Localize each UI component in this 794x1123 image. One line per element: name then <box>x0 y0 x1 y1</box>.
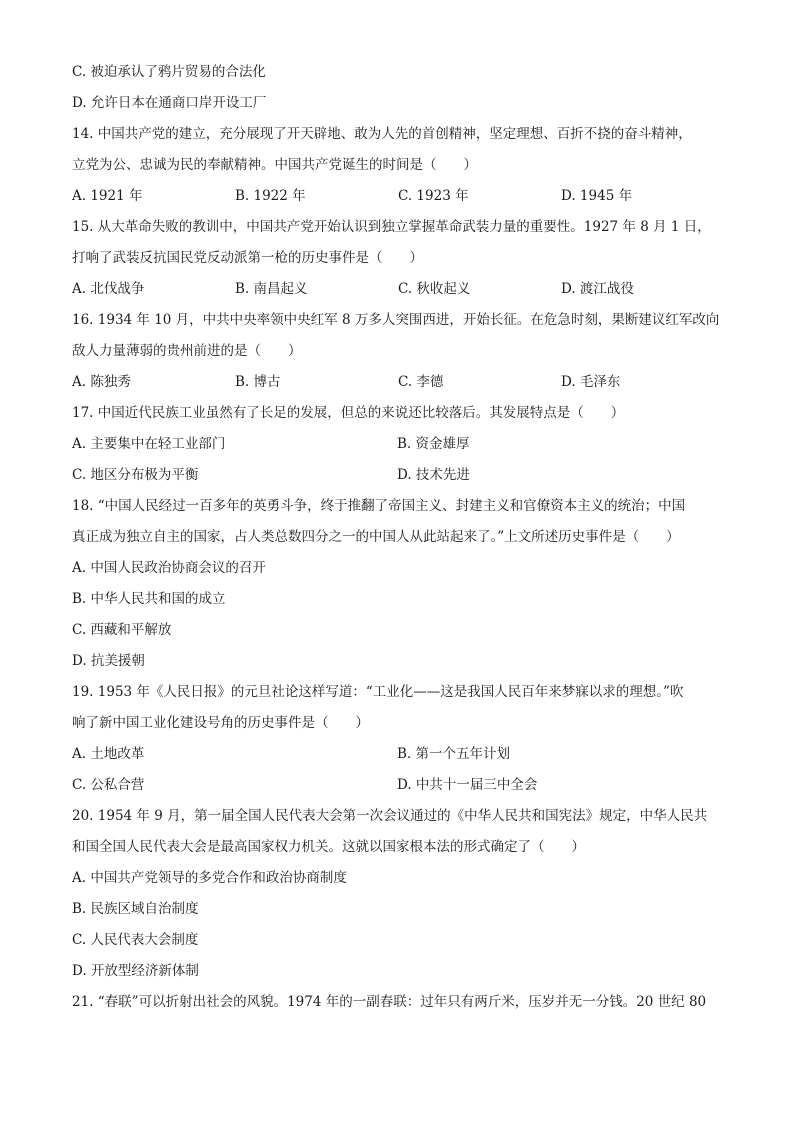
q13-option-d: D. 允许日本在通商口岸开设工厂 <box>72 95 267 111</box>
exam-page <box>72 62 732 1023</box>
q15-option-c: C. 秋收起义 <box>398 281 471 297</box>
q15-option-a: A. 北伐战争 <box>72 281 145 297</box>
q15-option-b: B. 南昌起义 <box>235 281 308 297</box>
q17-stem-line1: 17. 中国近代民族工业虽然有了长足的发展，但总的来说还比较落后。其发展特点是（ ） <box>72 405 625 421</box>
q14-options <box>72 186 732 217</box>
q18-stem-line1: 18. “中国人民经过一百多年的英勇斗争，终于推翻了帝国主义、封建主义和官僚资本主义的统治；中国 <box>72 498 686 514</box>
q16-option-a: A. 陈独秀 <box>72 374 131 390</box>
q19-option-c: C. 公私合营 <box>72 777 145 793</box>
q19-options-row1 <box>72 744 732 775</box>
q14-option-b: B. 1922 年 <box>235 188 306 204</box>
q17-option-b: B. 资金雄厚 <box>397 436 470 452</box>
q19-options-row2 <box>72 775 732 806</box>
q20-stem-line2: 和国全国人民代表大会是最高国家权力机关。这就以国家根本法的形式确定了（ ） <box>72 839 585 855</box>
q18-stem-line2: 真正成为独立自主的国家，占人类总数四分之一的中国人从此站起来了。”上文所述历史事件是（ ） <box>72 529 680 545</box>
q15-option-d: D. 渡江战役 <box>561 281 634 297</box>
q20-option-b: B. 民族区域自治制度 <box>72 901 199 917</box>
q18-option-d: D. 抗美援朝 <box>72 653 145 669</box>
q13-option-c: C. 被迫承认了鸦片贸易的合法化 <box>72 64 266 80</box>
q20-stem-line1: 20. 1954 年 9 月，第一届全国人民代表大会第一次会议通过的《中华人民共和国宪法》规定，中华人民共 <box>72 808 708 824</box>
q18-option-b: B. 中华人民共和国的成立 <box>72 591 226 607</box>
q18-option-c: C. 西藏和平解放 <box>72 622 172 638</box>
q16-option-c: C. 李德 <box>398 374 444 390</box>
q19-option-b: B. 第一个五年计划 <box>397 746 511 762</box>
q14-option-c: C. 1923 年 <box>398 188 469 204</box>
q20-option-c: C. 人民代表大会制度 <box>72 932 199 948</box>
q17-option-a: A. 主要集中在轻工业部门 <box>72 436 226 452</box>
q16-stem-line2: 敌人力量薄弱的贵州前进的是（ ） <box>72 343 302 359</box>
q14-option-d: D. 1945 年 <box>561 188 633 204</box>
q17-option-c: C. 地区分布极为平衡 <box>72 467 199 483</box>
q18-option-a: A. 中国人民政治协商会议的召开 <box>72 560 266 576</box>
q19-stem-line2: 响了新中国工业化建设号角的历史事件是（ ） <box>72 715 369 731</box>
q15-stem-line1: 15. 从大革命失败的教训中，中国共产党开始认识到独立掌握革命武装力量的重要性。1927 年 8 月 1 日， <box>72 219 711 235</box>
q20-option-a: A. 中国共产党领导的多党合作和政治协商制度 <box>72 870 347 886</box>
q16-option-b: B. 博古 <box>235 374 281 390</box>
q17-option-d: D. 技术先进 <box>397 467 470 483</box>
q14-stem-line2: 立党为公、忠诚为民的奉献精神。中国共产党诞生的时间是（ ） <box>72 157 477 173</box>
q17-options-row2 <box>72 465 732 496</box>
q21-stem-line1: 21. “春联”可以折射出社会的风貌。1974 年的一副春联：过年只有两斤米，压岁并无一分钱。20 世纪 80 <box>72 994 707 1010</box>
q15-stem-line2: 打响了武装反抗国民党反动派第一枪的历史事件是（ ） <box>72 250 423 266</box>
q14-option-a: A. 1921 年 <box>72 188 143 204</box>
q19-option-d: D. 中共十一届三中全会 <box>397 777 538 793</box>
q15-options <box>72 279 732 310</box>
q19-stem-line1: 19. 1953 年《人民日报》的元旦社论这样写道：“工业化——这是我国人民百年来梦寐以求的理想。”吹 <box>72 684 684 700</box>
q14-stem-line1: 14. 中国共产党的建立，充分展现了开天辟地、敢为人先的首创精神，坚定理想、百折不挠的奋斗精神， <box>72 126 692 142</box>
q16-option-d: D. 毛泽东 <box>561 374 621 390</box>
q20-option-d: D. 开放型经济新体制 <box>72 963 199 979</box>
q17-options-row1 <box>72 434 732 465</box>
q19-option-a: A. 土地改革 <box>72 746 145 762</box>
q16-stem-line1: 16. 1934 年 10 月，中共中央率领中央红军 8 万多人突围西进，开始长征。在危急时刻，果断建议红军改向 <box>72 312 720 328</box>
q16-options <box>72 372 732 403</box>
